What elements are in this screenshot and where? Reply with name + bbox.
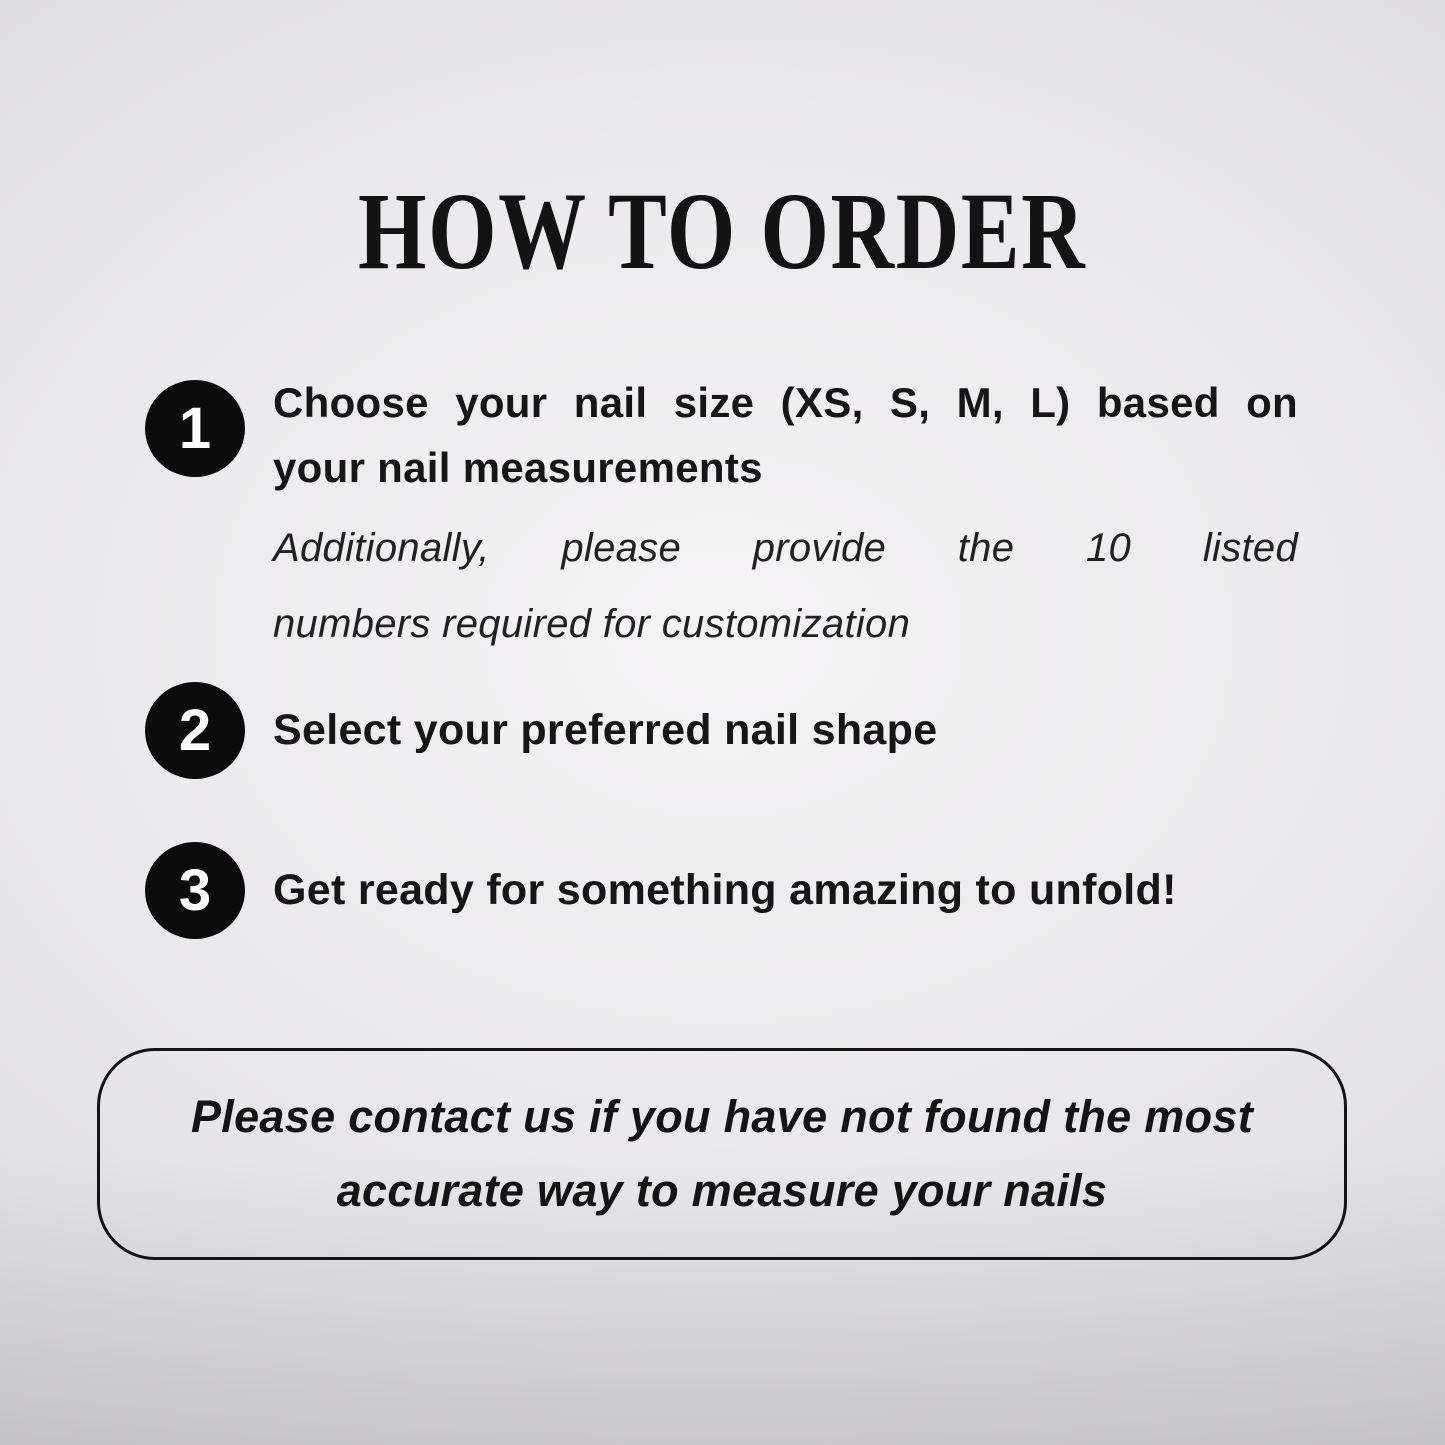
step-3 (145, 842, 1177, 939)
step-1-title (273, 370, 1298, 500)
step-2-title: Select your preferred nail shape (273, 706, 938, 754)
step-3-number: 3 (178, 857, 212, 923)
step-3-number-badge (145, 842, 245, 939)
page-title (0, 170, 1445, 292)
step-1-number-badge (145, 380, 245, 477)
step-1-note-line-1: Additionally, please provide the 10 listed (273, 526, 1298, 570)
step-2-number: 2 (178, 697, 212, 763)
step-1-title-line-2: your nail measurements (273, 444, 763, 491)
step-1-title-line-1: Choose your nail size (XS, S, M, L) based on (273, 379, 1298, 426)
contact-note-box (97, 1048, 1347, 1260)
step-1-body (273, 370, 1298, 662)
step-1 (145, 370, 1298, 662)
page-title-text: HOW TO ORDER (358, 170, 1087, 292)
step-1-note (273, 510, 1298, 662)
step-2-number-badge (145, 682, 245, 779)
step-3-title: Get ready for something amazing to unfold! (273, 866, 1177, 914)
step-2 (145, 682, 937, 779)
contact-note-line-1: Please contact us if you have not found the most (190, 1091, 1254, 1142)
contact-note-line-2: accurate way to measure your nails (336, 1165, 1108, 1216)
step-1-number: 1 (178, 395, 212, 461)
step-1-note-line-2: numbers required for customization (273, 602, 911, 646)
